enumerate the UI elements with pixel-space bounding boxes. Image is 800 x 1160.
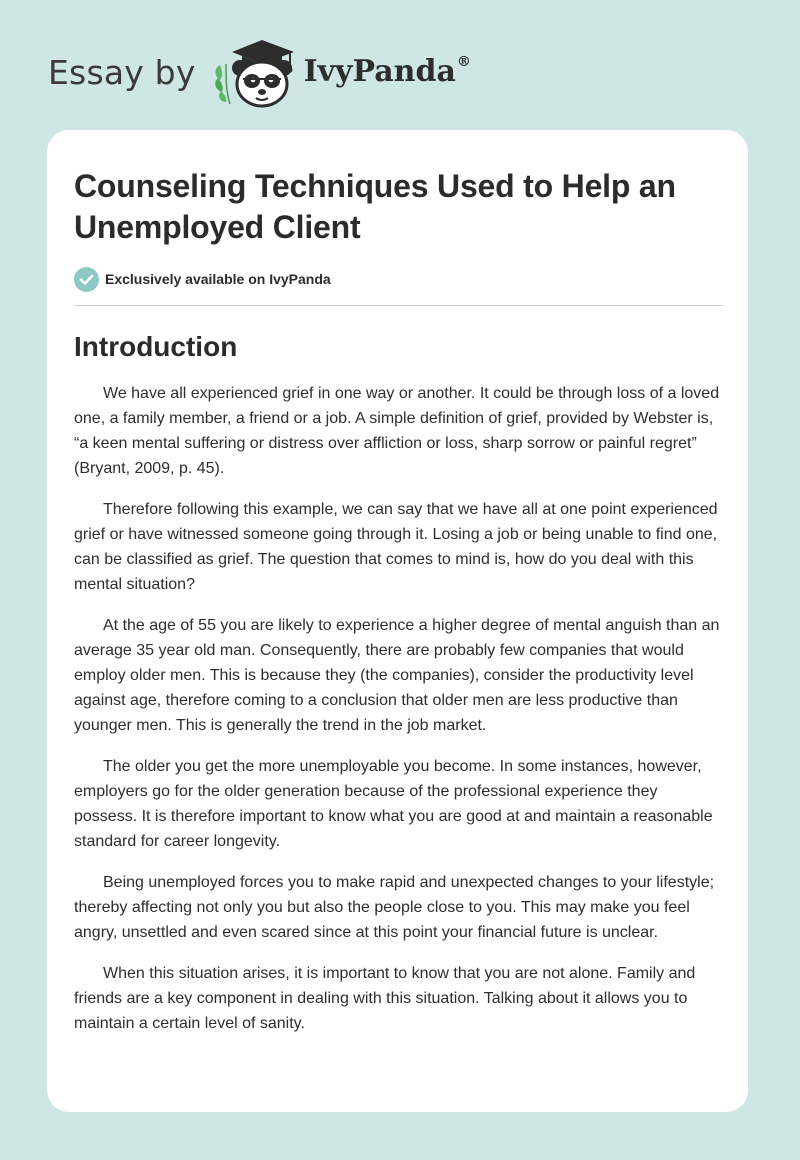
brand-name[interactable]: IvyPanda® bbox=[303, 54, 471, 89]
article-card bbox=[47, 130, 748, 1112]
paragraph: At the age of 55 you are likely to experience a higher degree of mental anguish than an average 35 year old man. Consequently, there are probably few companies that would employ older men. This is because they (the companies), consider the productivity level against age, therefore coming to a conclusion that older men are less productive than younger men. This is generally the trend in the job market. bbox=[74, 617, 720, 734]
section-heading: Introduction bbox=[74, 331, 238, 362]
paragraph: Being unemployed forces you to make rapid and unexpected changes to your lifestyle; thereby affecting not only you but also the people close to you. This may make you feel angry, unsettled and even scared since at this point your financial future is unclear. bbox=[74, 874, 715, 941]
paragraph: When this situation arises, it is important to know that you are not alone. Family and friends are a key component in dealing with this situation. Talking about it allows you to maintain a certain level of sanity. bbox=[74, 965, 696, 1032]
divider bbox=[74, 305, 723, 306]
site-header bbox=[48, 34, 471, 110]
exclusive-badge-text: Exclusively available on IvyPanda bbox=[105, 271, 331, 287]
essay-by-label: Essay by bbox=[48, 52, 196, 92]
paragraph: Therefore following this example, we can say that we have all at one point experienced grief or have witnessed someone going through it. Losing a job or being unable to find one, can be classified as grief. The question that comes to mind is, how do you deal with this mental situation? bbox=[74, 501, 718, 593]
article-body bbox=[74, 381, 721, 1036]
article-title: Counseling Techniques Used to Help an Unemployed Client bbox=[74, 168, 676, 245]
paragraph: We have all experienced grief in one way or another. It could be through loss of a loved one, a family member, a friend or a job. A simple definition of grief, provided by Webster is, “a keen mental suffering or distress over affliction or loss, sharp sorrow or painful regret” (Bryant, 2009, p. 45). bbox=[74, 385, 720, 477]
panda-graduate-icon[interactable] bbox=[212, 34, 300, 110]
exclusive-badge bbox=[74, 266, 721, 292]
paragraph: The older you get the more unemployable you become. In some instances, however, employers go for the older generation because of the professional experience they possess. It is therefore important to know what you are good at and maintain a reasonable standard for career longevity. bbox=[74, 758, 713, 850]
check-circle-icon bbox=[74, 267, 99, 292]
